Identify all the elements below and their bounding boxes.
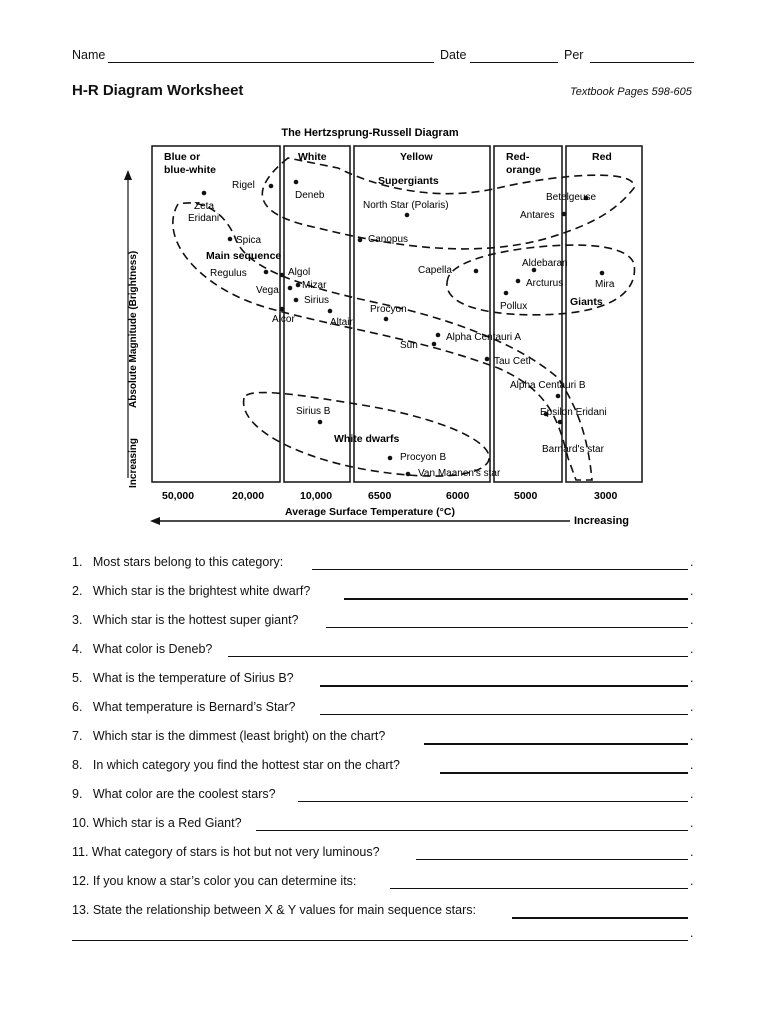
star-sirius-b: Sirius B <box>296 406 331 417</box>
answer-line-11[interactable] <box>416 859 688 860</box>
star-van-maanen: Van Maanen's star <box>418 468 501 479</box>
col-blue-label-2: blue-white <box>164 164 216 176</box>
col-blue-label-1: Blue or <box>164 151 201 163</box>
name-label: Name <box>72 48 106 62</box>
star-vega: Vega <box>256 285 279 296</box>
col-white-label: White <box>298 151 327 163</box>
date-field[interactable] <box>470 62 558 63</box>
answer-line-7[interactable] <box>424 743 688 745</box>
name-field[interactable] <box>108 62 434 63</box>
y-increasing-label: Increasing <box>128 437 139 488</box>
answer-line-5[interactable] <box>320 685 688 687</box>
col-redorange-label-1: Red- <box>506 151 530 163</box>
answer-line-10[interactable] <box>256 830 688 831</box>
question-1: 1. Most stars belong to this category: <box>72 555 284 569</box>
star-antares: Antares <box>520 210 555 221</box>
star-barnards: Barnard's star <box>542 444 604 455</box>
star-pollux: Pollux <box>500 301 528 312</box>
hr-diagram <box>118 118 658 536</box>
star-altair: Altair <box>330 317 353 328</box>
star-zeta: Zeta <box>194 201 215 212</box>
question-9: 9. What color are the coolest stars? <box>72 787 276 801</box>
per-label: Per <box>564 48 584 62</box>
answer-line-9[interactable] <box>298 801 688 802</box>
region-main-sequence: Main sequence <box>206 250 282 262</box>
answer-line-1[interactable] <box>312 569 688 570</box>
col-yellow-label: Yellow <box>400 151 433 163</box>
star-mira: Mira <box>595 279 615 290</box>
star-betelgeuse: Betelgeuse <box>546 192 597 203</box>
answer-line-13b[interactable] <box>72 940 688 941</box>
star-alpha-centauri-b: Alpha Centauri B <box>510 380 586 391</box>
period-10: . <box>690 816 694 830</box>
x-axis-label: Average Surface Temperature (°C) <box>285 506 455 518</box>
star-epsilon-eridani: Epsilon Eridani <box>540 407 607 418</box>
tick-20000: 20,000 <box>232 490 265 502</box>
star-procyon-b: Procyon B <box>400 452 447 463</box>
answer-line-12[interactable] <box>390 888 688 889</box>
question-2: 2. Which star is the brightest white dwarf? <box>72 584 311 598</box>
tick-6500: 6500 <box>368 490 392 502</box>
region-supergiants: Supergiants <box>378 175 439 187</box>
star-arcturus: Arcturus <box>526 278 564 289</box>
star-alpha-centauri-a: Alpha Centauri A <box>446 332 522 343</box>
star-algol: Algol <box>288 267 311 278</box>
diagram-title: The Hertzsprung-Russell Diagram <box>281 127 459 139</box>
col-red-label: Red <box>592 151 612 163</box>
tick-6000: 6000 <box>446 490 470 502</box>
answer-line-13a[interactable] <box>512 917 688 919</box>
y-axis-label: Absolute Magnitude (Brightness) <box>128 250 139 408</box>
question-7: 7. Which star is the dimmest (least bright) on the chart? <box>72 729 386 743</box>
period-7: . <box>690 729 694 743</box>
question-10: 10. Which star is a Red Giant? <box>72 816 242 830</box>
date-label: Date <box>440 48 467 62</box>
star-spica: Spica <box>236 235 262 246</box>
answer-line-2[interactable] <box>344 598 688 600</box>
tick-10000: 10,000 <box>300 490 333 502</box>
question-11: 11. What category of stars is hot but not very luminous? <box>72 845 380 859</box>
period-2: . <box>690 584 694 598</box>
period-6: . <box>690 700 694 714</box>
period-12: . <box>690 874 694 888</box>
period-4: . <box>690 642 694 656</box>
answer-line-3[interactable] <box>326 627 688 628</box>
star-deneb: Deneb <box>295 190 325 201</box>
period-9: . <box>690 787 694 801</box>
star-canopus: Canopus <box>368 234 409 245</box>
textbook-reference: Textbook Pages 598-605 <box>570 86 692 98</box>
per-field[interactable] <box>590 62 694 63</box>
x-increasing-label: Increasing <box>574 515 630 527</box>
tick-5000: 5000 <box>514 490 538 502</box>
star-sun: Sun <box>400 340 418 351</box>
col-redorange-label-2: orange <box>506 164 542 176</box>
star-tau-ceti: Tau Ceti <box>494 356 531 367</box>
star-sirius: Sirius <box>304 295 330 306</box>
star-rigel: Rigel <box>232 180 255 191</box>
answer-line-6[interactable] <box>320 714 688 715</box>
period-8: . <box>690 758 694 772</box>
period-13: . <box>690 926 694 940</box>
question-8: 8. In which category you find the hottest star on the chart? <box>72 758 400 772</box>
star-eridani: Eridani <box>188 213 220 224</box>
period-1: . <box>690 555 694 569</box>
page-title: H-R Diagram Worksheet <box>72 82 244 99</box>
region-white-dwarfs: White dwarfs <box>334 433 400 445</box>
period-5: . <box>690 671 694 685</box>
region-giants: Giants <box>570 296 603 308</box>
tick-50000: 50,000 <box>162 490 195 502</box>
star-procyon: Procyon <box>370 304 407 315</box>
answer-line-4[interactable] <box>228 656 688 657</box>
question-12: 12. If you know a star’s color you can determine its: <box>72 874 357 888</box>
tick-3000: 3000 <box>594 490 618 502</box>
question-3: 3. Which star is the hottest super giant? <box>72 613 299 627</box>
star-mizar: Mizar <box>302 280 327 291</box>
star-aldebaran: Aldebaran <box>522 258 568 269</box>
question-6: 6. What temperature is Bernard’s Star? <box>72 700 296 714</box>
star-capella: Capella <box>418 265 452 276</box>
star-regulus: Regulus <box>210 268 247 279</box>
star-polaris: North Star (Polaris) <box>363 200 449 211</box>
period-11: . <box>690 845 694 859</box>
period-3: . <box>690 613 694 627</box>
answer-line-8[interactable] <box>440 772 688 774</box>
question-13: 13. State the relationship between X & Y values for main sequence stars: <box>72 903 476 917</box>
question-4: 4. What color is Deneb? <box>72 642 213 656</box>
star-alcor: Alcor <box>272 314 295 325</box>
question-5: 5. What is the temperature of Sirius B? <box>72 671 294 685</box>
